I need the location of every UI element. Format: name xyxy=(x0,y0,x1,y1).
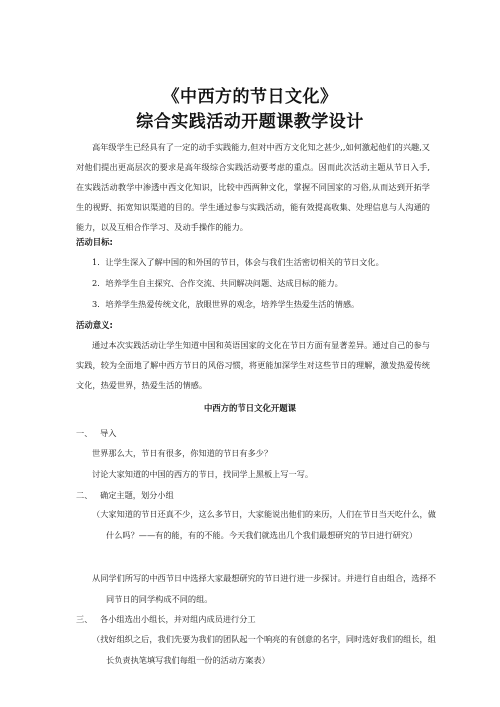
document-title-line1: 《中西方的节日文化》 xyxy=(162,87,338,107)
section-1-line-2: 讨论大家知道的中国的西方的节日，找同学上黑板上写一写。 xyxy=(92,469,314,479)
section-3-line-1: （找好组织之后，我们先要为我们的团队起一个响亮的有创意的名字，同时选好我们的组长，组长负责执笔填写我们每组一份的活动方案表） xyxy=(92,634,436,665)
intro-paragraph: 高年级学生已经具有了一定的动手实践能力,但对中西方文化知之甚少,,如何激起他们的兴趣,又对他们提出更高层次的要求是高年级综合实践活动要考虑的重点。因而此次活动主题从节日入手,在实践活动教学中渗透中西文化知识，比较中西两种文化，掌握不同国家的习俗,从而达到开拓学生的视野、拓宽知识渠道的目的。学生通过参与实践活动，能有效提高收集、处理信息与人沟通的能力，以及互相合作学习、及动手操作的能力。 xyxy=(76,142,430,232)
meaning-heading: 活动意义: xyxy=(76,320,113,330)
section-number: 一、 xyxy=(76,428,93,438)
section-3-heading xyxy=(76,611,256,627)
section-title: 确定主题，划分小组 xyxy=(100,490,174,500)
section-title: 各小组选出小组长，并对组内成员进行分工 xyxy=(100,614,256,624)
section-1-heading xyxy=(76,425,116,441)
section-2-heading xyxy=(76,487,174,503)
section-number: 二、 xyxy=(76,490,93,500)
section-1-line-1: 世界那么大，节日有很多，你知道的节日有多少？ xyxy=(92,448,273,458)
section-number: 三、 xyxy=(76,614,93,624)
document-title-line2: 综合实践活动开题课教学设计 xyxy=(136,112,364,132)
goal-item-1: 1．让学生深入了解中国的和外国的节日，体会与我们生活密切相关的节日文化。 xyxy=(92,257,384,267)
section-2-line-2: 从同学们所写的中西节日中选择大家最想研究的节日进行进一步探讨。并进行自由组合，选择不同节日的同学构成不同的组。 xyxy=(92,573,436,604)
meaning-paragraph: 通过本次实践活动让学生知道中国和英语国家的文化在节日方面有显著差异。通过自己的参与实践，较为全面地了解中西方节日的风俗习惯，将更能加深学生对这些节日的理解，激发热爱传统文化，热爱世界，热爱生活的情感。 xyxy=(76,340,430,390)
goals-heading: 活动目标: xyxy=(76,237,113,247)
goal-item-2: 2．培养学生自主探究、合作交流、共同解决问题、达成目标的能力。 xyxy=(92,278,343,288)
goal-item-3: 3．培养学生热爱传统文化，放眼世界的观念，培养学生热爱生活的情感。 xyxy=(92,299,360,309)
section-2-line-1: （大家知道的节日还真不少，这么多节日，大家能说出他们的来历，人们在节日当天吃什么，做什么吗？——有的能，有的不能。今天我们就选出几个我们最想研究的节日进行研究） xyxy=(92,509,436,540)
section-title: 导入 xyxy=(100,428,117,438)
lesson-title: 中西方的节日文化开题课 xyxy=(203,403,297,413)
